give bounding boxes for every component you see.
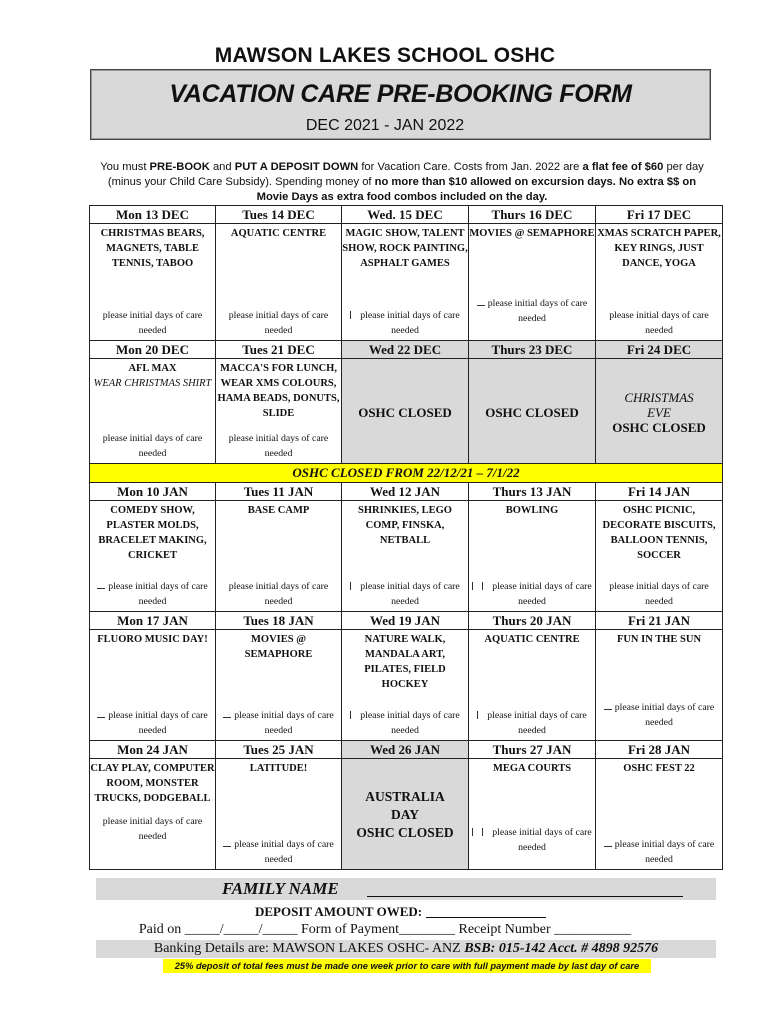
closed-label: OSHC CLOSED xyxy=(358,404,452,420)
day-header: Fri 28 JAN xyxy=(596,741,723,759)
day-cell[interactable] xyxy=(469,630,596,741)
initial-mark xyxy=(477,711,484,719)
day-cell[interactable] xyxy=(90,630,216,741)
day-header: Thurs 20 JAN xyxy=(469,612,596,630)
initial-prompt: please initial days of care needed xyxy=(609,581,709,607)
day-cell[interactable] xyxy=(90,224,216,341)
day-cell[interactable] xyxy=(342,630,469,741)
family-name-field[interactable] xyxy=(96,878,716,900)
deposit-field[interactable] xyxy=(255,904,546,920)
day-header: Tues 14 DEC xyxy=(216,206,342,224)
school-name: MAWSON LAKES SCHOOL OSHC xyxy=(214,44,556,67)
initial-mark xyxy=(97,717,105,718)
day-header: Mon 20 DEC xyxy=(90,341,216,359)
initial-prompt: please initial days of care needed xyxy=(469,708,595,738)
closed-banner-row xyxy=(90,464,723,483)
closed-note: CHRISTMAS xyxy=(624,389,694,405)
day-header: Thurs 16 DEC xyxy=(469,206,596,224)
day-cell[interactable] xyxy=(216,224,342,341)
initial-prompt: please initial days of care needed xyxy=(596,837,722,867)
closed-cell xyxy=(342,359,469,464)
initial-prompt: please initial days of care needed xyxy=(228,581,329,607)
day-cell[interactable] xyxy=(469,224,596,341)
week2-activity-row xyxy=(90,359,723,464)
initial-prompt: please initial days of care needed xyxy=(228,310,329,336)
day-header: Wed 12 JAN xyxy=(342,483,469,501)
deposit-label: DEPOSIT AMOUNT OWED: xyxy=(255,904,423,919)
day-header: Thurs 13 JAN xyxy=(469,483,596,501)
day-header: Wed. 15 DEC xyxy=(342,206,469,224)
week1-activity-row xyxy=(90,224,723,341)
week5-header-row xyxy=(90,741,723,759)
initial-prompt: please initial days of care needed xyxy=(102,433,203,459)
intro-text: You must PRE-BOOK and PUT A DEPOSIT DOWN for Vacation Care. Costs from Jan. 2022 are a flat fee of $60 per day (minus your Child Care Subsidy). Spending money of no more than $10 allowed on excursion days. No extra $$ on Movie Days as extra food combos included on the day. xyxy=(100,161,704,203)
closed-label: AUSTRALIA xyxy=(365,789,445,804)
initial-mark xyxy=(223,717,231,718)
week5-activity-row xyxy=(90,759,723,870)
day-cell[interactable] xyxy=(216,359,342,464)
initial-mark xyxy=(97,588,105,589)
day-cell[interactable] xyxy=(342,224,469,341)
activity-text: MEGA COURTS xyxy=(492,763,572,774)
day-cell[interactable] xyxy=(90,359,216,464)
initial-prompt: please initial days of care needed xyxy=(469,296,595,326)
day-cell[interactable] xyxy=(469,759,596,870)
day-header: Wed 22 DEC xyxy=(342,341,469,359)
initial-prompt: please initial days of care needed xyxy=(102,816,203,842)
day-cell[interactable] xyxy=(90,501,216,612)
activity-text: AQUATIC CENTRE xyxy=(484,634,580,645)
initial-prompt: please initial days of care needed xyxy=(596,700,722,730)
family-name-line xyxy=(367,896,683,897)
week2-header-row xyxy=(90,341,723,359)
activity-text: XMAS SCRATCH PAPER, KEY RINGS, JUST DANCE, YOGA xyxy=(597,228,721,269)
day-header: Mon 17 JAN xyxy=(90,612,216,630)
day-cell[interactable] xyxy=(596,501,723,612)
closed-banner: OSHC CLOSED FROM 22/12/21 – 7/1/22 xyxy=(90,464,723,483)
initial-prompt: please initial days of care needed xyxy=(342,579,468,609)
initial-prompt: please initial days of care needed xyxy=(609,310,709,336)
activity-text: NATURE WALK, MANDALA ART, PILATES, FIELD HOCKEY xyxy=(364,634,446,690)
day-header: Fri 17 DEC xyxy=(596,206,723,224)
day-header: Tues 21 DEC xyxy=(216,341,342,359)
day-header: Mon 13 DEC xyxy=(90,206,216,224)
initial-mark xyxy=(472,582,479,590)
initial-prompt: please initial days of care needed xyxy=(228,433,329,459)
initial-mark xyxy=(604,709,612,710)
activity-text: FUN IN THE SUN xyxy=(616,634,702,645)
day-header: Fri 24 DEC xyxy=(596,341,723,359)
closed-cell xyxy=(596,359,723,464)
day-header: Fri 21 JAN xyxy=(596,612,723,630)
week3-header-row xyxy=(90,483,723,501)
day-cell[interactable] xyxy=(216,501,342,612)
day-cell[interactable] xyxy=(596,224,723,341)
initial-prompt: please initial days of care needed xyxy=(342,708,468,738)
initial-prompt: please initial days of care needed xyxy=(469,579,595,609)
week4-header-row xyxy=(90,612,723,630)
closed-cell xyxy=(469,359,596,464)
initial-prompt: please initial days of care needed xyxy=(216,708,341,738)
closed-label: OSHC CLOSED xyxy=(356,825,454,840)
payment-line[interactable]: Paid on _____/_____/_____ Form of Payment________ Receipt Number ___________ xyxy=(138,922,632,937)
activity-text: SHRINKIES, LEGO COMP, FINSKA, NETBALL xyxy=(358,505,452,546)
family-name-label: FAMILY NAME xyxy=(222,879,339,898)
initial-mark xyxy=(477,305,485,306)
day-header: Fri 14 JAN xyxy=(596,483,723,501)
date-range: DEC 2021 - JAN 2022 xyxy=(305,117,465,134)
day-header: Thurs 27 JAN xyxy=(469,741,596,759)
initial-mark xyxy=(472,828,479,836)
closed-cell xyxy=(342,759,469,870)
activity-text: CHRISTMAS BEARS, MAGNETS, TABLE TENNIS, TABOO xyxy=(100,228,205,269)
week4-activity-row xyxy=(90,630,723,741)
activity-text: MAGIC SHOW, TALENT SHOW, ROCK PAINTING, ASPHALT GAMES xyxy=(342,228,468,269)
activity-note: WEAR CHRISTMAS SHIRT xyxy=(93,378,212,389)
activity-text: COMEDY SHOW, PLASTER MOLDS, BRACELET MAKING, CRICKET xyxy=(98,505,207,561)
closed-label: OSHC CLOSED xyxy=(612,419,706,435)
activity-text: AQUATIC CENTRE xyxy=(230,228,327,239)
day-header: Mon 24 JAN xyxy=(90,741,216,759)
day-cell[interactable] xyxy=(469,501,596,612)
day-cell[interactable] xyxy=(596,630,723,741)
initial-prompt: please initial days of care needed xyxy=(90,708,215,738)
initial-prompt: please initial days of care needed xyxy=(469,825,595,855)
initial-mark xyxy=(482,828,489,836)
closed-note: EVE xyxy=(647,404,671,420)
day-header: Tues 11 JAN xyxy=(216,483,342,501)
initial-mark xyxy=(482,582,489,590)
week1-header-row xyxy=(90,206,723,224)
initial-prompt: please initial days of care needed xyxy=(102,310,203,336)
week3-activity-row xyxy=(90,501,723,612)
day-cell[interactable] xyxy=(342,501,469,612)
activity-text: MOVIES @ SEMAPHORE xyxy=(469,228,595,239)
activity-text: MACCA'S FOR LUNCH, WEAR XMS COLOURS, HAMA BEADS, DONUTS, SLIDE xyxy=(217,363,340,419)
day-cell[interactable] xyxy=(596,759,723,870)
activity-text: MOVIES @ SEMAPHORE xyxy=(244,634,313,660)
day-cell[interactable] xyxy=(90,759,216,870)
activity-text: LATITUDE! xyxy=(249,763,308,774)
initial-prompt: please initial days of care needed xyxy=(216,837,341,867)
activity-text: BOWLING xyxy=(505,505,559,516)
day-header: Mon 10 JAN xyxy=(90,483,216,501)
activity-text: CLAY PLAY, COMPUTER ROOM, MONSTER TRUCKS, DODGEBALL xyxy=(90,763,215,804)
deposit-note: 25% deposit of total fees must be made one week prior to care with full payment made by last day of care xyxy=(163,959,651,973)
initial-prompt: please initial days of care needed xyxy=(342,308,468,338)
day-cell[interactable] xyxy=(216,630,342,741)
booking-grid xyxy=(89,205,723,870)
activity-text: OSHC FEST 22 xyxy=(623,763,695,774)
activity-text: OSHC PICNIC, DECORATE BISCUITS, BALLOON TENNIS, SOCCER xyxy=(602,505,716,561)
deposit-line xyxy=(426,917,546,918)
day-header: Tues 25 JAN xyxy=(216,741,342,759)
day-header: Wed 19 JAN xyxy=(342,612,469,630)
form-title: VACATION CARE PRE-BOOKING FORM xyxy=(169,80,632,108)
initial-mark xyxy=(604,846,612,847)
day-cell[interactable] xyxy=(216,759,342,870)
initial-mark xyxy=(350,582,357,590)
initial-prompt: please initial days of care needed xyxy=(90,579,215,609)
banking-details: Banking Details are: MAWSON LAKES OSHC- ANZ BSB: 015-142 Acct. # 4898 92576 xyxy=(96,940,716,958)
day-header: Wed 26 JAN xyxy=(342,741,469,759)
activity-text: FLUORO MUSIC DAY! xyxy=(97,634,208,645)
activity-text: AFL MAX xyxy=(128,363,177,374)
closed-label: OSHC CLOSED xyxy=(485,404,579,420)
initial-mark xyxy=(223,846,231,847)
day-header: Tues 18 JAN xyxy=(216,612,342,630)
closed-label: DAY xyxy=(390,807,419,822)
initial-mark xyxy=(350,311,357,319)
activity-text: BASE CAMP xyxy=(247,505,310,516)
day-header: Thurs 23 DEC xyxy=(469,341,596,359)
initial-mark xyxy=(350,711,357,719)
